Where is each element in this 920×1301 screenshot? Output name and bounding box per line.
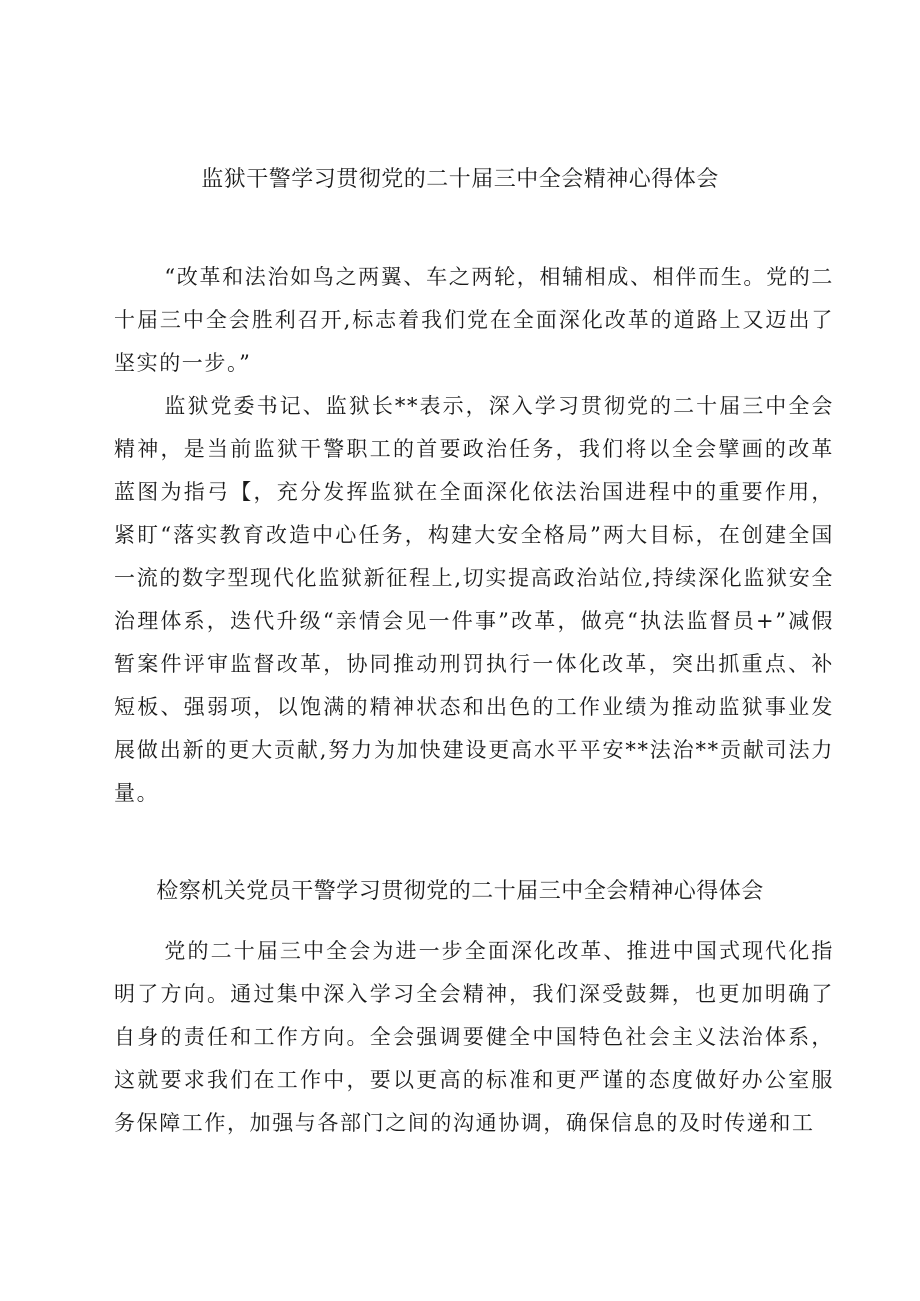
section-2-paragraph-1: 党的二十届三中全会为进一步全面深化改革、推进中国式现代化指明了方向。通过集中深入学习全会精神，我们深受鼓舞，也更加明确了自身的责任和工作方向。全会强调要健全中国特色社会主义法治体系，这就要求我们在工作中，要以更高的标准和更严谨的态度做好办公室服务保障工作，加强与各部门之间的沟通协调，确保信息的及时传递和工 [114, 939, 834, 1135]
section-2-title: 检察机关党员干警学习贯彻党的二十届三中全会精神心得体会 [156, 879, 764, 904]
section-1-title: 监狱干警学习贯彻党的二十届三中全会精神心得体会 [201, 167, 719, 192]
section-2-body [114, 930, 834, 1145]
section-1-paragraph-1: “改革和法治如鸟之两翼、车之两轮，相辅相成、相伴而生。党的二十届三中全会胜利召开,标志着我们党在全面深化改革的道路上又迈出了坚实的一步。” [114, 265, 834, 375]
section-1-body [114, 256, 834, 815]
section-1-paragraph-2: 监狱党委书记、监狱长**表示，深入学习贯彻党的二十届三中全会精神，是当前监狱干警职工的首要政治任务，我们将以全会擘画的改革蓝图为指弓【，充分发挥监狱在全面深化依法治国进程中的重要作用，紧盯“落实教育改造中心任务，构建大安全格局”两大目标，在创建全国一流的数字型现代化监狱新征程上,切实提高政治站位,持续深化监狱安全治理体系，迭代升级“亲情会见一件事”改革，做亮“执法监督员+”减假暂案件评审监督改革，协同推动刑罚执行一体化改革，突出抓重点、补短板、强弱项，以饱满的精神状态和出色的工作业绩为推动监狱事业发展做出新的更大贡献,努力为加快建设更高水平平安**法治**贡献司法力量。 [114, 394, 834, 805]
